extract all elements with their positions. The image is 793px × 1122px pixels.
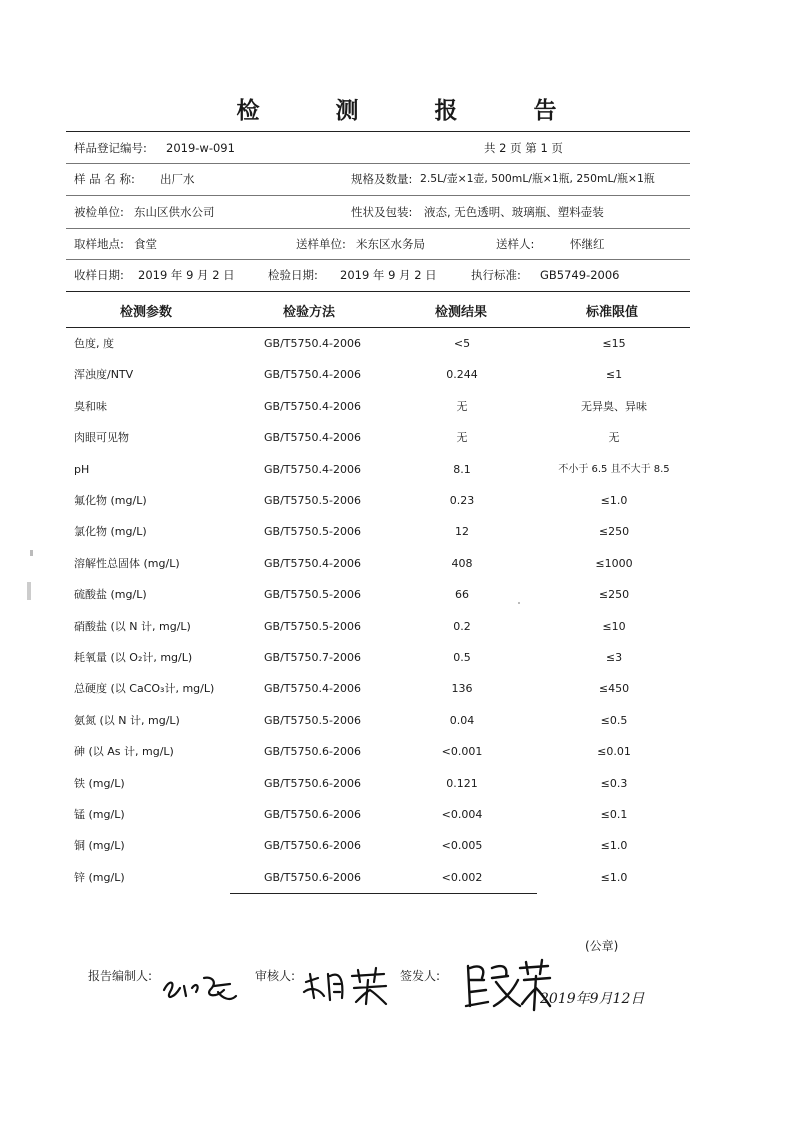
divider: [66, 131, 690, 132]
location-label: 取样地点:: [74, 237, 124, 251]
row-result: <5: [453, 337, 471, 350]
row-limit: ≤1000: [595, 556, 633, 570]
row-result: <0.001: [441, 745, 483, 759]
table-row: [0, 462, 793, 478]
reviewer-signature: [300, 962, 390, 1008]
row-limit: ≤1.0: [600, 870, 628, 884]
row-param: 氯化物 (mg/L): [74, 525, 147, 539]
table-row: [0, 650, 793, 666]
sample-name-label: 样 品 名 称:: [74, 172, 135, 186]
sender-value: 怀继红: [570, 237, 605, 251]
row-result: 无: [456, 431, 468, 445]
row-limit: ≤0.01: [597, 745, 631, 759]
row-method: GB/T5750.6-2006: [264, 776, 361, 790]
table-row: [0, 493, 793, 509]
sample-id-label: 样品登记编号:: [74, 141, 147, 155]
row-method: GB/T5750.4-2006: [264, 399, 361, 413]
row-limit: ≤1.0: [600, 839, 628, 853]
row-result: 0.244: [446, 368, 478, 382]
row-limit: ≤0.3: [600, 776, 628, 790]
inspected-unit-label: 被检单位:: [74, 205, 124, 219]
row-method: GB/T5750.4-2006: [264, 368, 361, 382]
table-row: [0, 430, 793, 446]
test-date-value: 2019 年 9 月 2 日: [340, 268, 437, 282]
row-method: GB/T5750.6-2006: [264, 839, 361, 853]
row-param: pH: [74, 462, 90, 476]
row-param: 总硬度 (以 CaCO₃计, mg/L): [74, 682, 215, 696]
table-row: [0, 838, 793, 854]
row-method: GB/T5750.5-2006: [264, 494, 361, 507]
row-limit: 无异臭、异味: [581, 399, 647, 413]
row-method: GB/T5750.4-2006: [264, 556, 361, 570]
spec-value: 2.5L/壶×1壶, 500mL/瓶×1瓶, 250mL/瓶×1瓶: [420, 172, 655, 185]
row-result: 0.121: [446, 776, 478, 790]
divider: [66, 291, 690, 292]
table-row: [0, 744, 793, 760]
row-method: GB/T5750.4-2006: [264, 431, 361, 445]
sender-unit-label: 送样单位:: [296, 237, 346, 251]
row-method: GB/T5750.7-2006: [264, 651, 361, 664]
row-param: 溶解性总固体 (mg/L): [74, 556, 180, 570]
row-method: GB/T5750.4-2006: [264, 337, 361, 350]
issuer-label: 签发人:: [400, 969, 441, 983]
table-row: [0, 681, 793, 697]
table-row: [0, 556, 793, 572]
header-result: 检测结果: [435, 305, 488, 320]
row-param: 耗氧量 (以 O₂计, mg/L): [74, 651, 193, 664]
row-limit: ≤1: [605, 368, 623, 382]
author-signature: [160, 968, 240, 1008]
table-row: [0, 587, 793, 603]
seal-label: (公章): [585, 939, 619, 953]
table-row: [0, 367, 793, 383]
row-result: 0.23: [449, 494, 475, 507]
row-param: 锌 (mg/L): [74, 870, 125, 884]
row-limit: ≤250: [598, 588, 630, 602]
row-param: 氨氮 (以 N 计, mg/L): [74, 713, 180, 727]
sender-unit-value: 米东区水务局: [356, 237, 425, 251]
received-date-value: 2019 年 9 月 2 日: [138, 268, 235, 282]
row-limit: 无: [608, 431, 620, 445]
row-param: 肉眼可见物: [74, 431, 129, 445]
row-limit: ≤250: [598, 525, 630, 539]
divider: [66, 195, 690, 196]
table-row: [0, 399, 793, 415]
row-param: 浑浊度/NTV: [74, 368, 134, 382]
row-result: 408: [451, 556, 473, 570]
row-param: 色度, 度: [74, 337, 114, 350]
page-info: 共 2 页 第 1 页: [484, 141, 563, 155]
row-result: 0.2: [453, 619, 471, 633]
scan-speck: [27, 582, 31, 600]
row-result: 8.1: [453, 462, 471, 476]
sample-id-value: 2019-w-091: [166, 141, 235, 155]
row-param: 臭和味: [74, 399, 107, 413]
table-row: [0, 524, 793, 540]
row-param: 锰 (mg/L): [74, 808, 125, 821]
scan-speck: [518, 602, 520, 604]
row-limit: ≤1.0: [600, 494, 628, 507]
report-title: 检 测 报 告: [236, 98, 591, 124]
row-result: 66: [455, 588, 469, 602]
row-result: <0.004: [441, 808, 483, 821]
row-method: GB/T5750.6-2006: [264, 870, 361, 884]
row-param: 硝酸盐 (以 N 计, mg/L): [74, 619, 191, 633]
test-date-label: 检验日期:: [268, 268, 318, 282]
standard-label: 执行标准:: [471, 268, 521, 282]
row-method: GB/T5750.4-2006: [264, 682, 361, 696]
spec-label: 规格及数量:: [351, 172, 413, 186]
row-result: 0.04: [449, 713, 475, 727]
issuer-signature: [462, 956, 552, 1014]
scan-speck: [30, 550, 33, 556]
row-limit: 不小于 6.5 且不大于 8.5: [558, 463, 670, 475]
row-param: 铜 (mg/L): [74, 839, 125, 853]
row-limit: ≤0.1: [600, 808, 628, 821]
row-method: GB/T5750.4-2006: [264, 462, 361, 476]
sender-label: 送样人:: [496, 237, 535, 251]
table-row: [0, 619, 793, 635]
divider: [66, 228, 690, 229]
row-limit: ≤3: [605, 651, 623, 664]
reviewer-label: 审核人:: [255, 969, 296, 983]
received-date-label: 收样日期:: [74, 268, 124, 282]
table-row: [0, 336, 793, 352]
table-row: [0, 776, 793, 792]
row-result: <0.005: [441, 839, 483, 853]
row-method: GB/T5750.5-2006: [264, 619, 361, 633]
row-method: GB/T5750.5-2006: [264, 525, 361, 539]
row-result: 12: [455, 525, 469, 539]
table-row: [0, 870, 793, 886]
table-row: [0, 807, 793, 823]
row-method: GB/T5750.5-2006: [264, 713, 361, 727]
row-result: 136: [451, 682, 473, 696]
table-end-line: [230, 893, 537, 894]
row-param: 砷 (以 As 计, mg/L): [74, 745, 174, 759]
header-limit: 标准限值: [586, 305, 639, 320]
row-limit: ≤10: [602, 619, 626, 633]
header-param: 检测参数: [120, 305, 173, 320]
row-limit: ≤15: [602, 337, 626, 350]
standard-value: GB5749-2006: [540, 268, 620, 282]
row-method: GB/T5750.5-2006: [264, 588, 361, 602]
properties-value: 液态, 无色透明、玻璃瓶、塑料壶装: [424, 205, 604, 219]
row-result: 0.5: [453, 651, 471, 664]
row-limit: ≤0.5: [600, 713, 628, 727]
row-method: GB/T5750.6-2006: [264, 808, 361, 821]
table-row: [0, 713, 793, 729]
row-result: <0.002: [441, 870, 483, 884]
row-result: 无: [456, 399, 468, 413]
author-label: 报告编制人:: [88, 969, 153, 983]
divider: [66, 163, 690, 164]
divider: [66, 259, 690, 260]
row-limit: ≤450: [598, 682, 630, 696]
sample-name-value: 出厂水: [160, 172, 195, 186]
inspected-unit-value: 东山区供水公司: [134, 205, 215, 219]
row-param: 氟化物 (mg/L): [74, 494, 147, 507]
row-param: 硫酸盐 (mg/L): [74, 588, 147, 602]
header-method: 检验方法: [283, 305, 336, 320]
location-value: 食堂: [134, 237, 157, 251]
issue-date: 2019年9月12日: [540, 991, 645, 1007]
row-param: 铁 (mg/L): [74, 776, 125, 790]
properties-label: 性状及包装:: [351, 205, 413, 219]
divider: [66, 327, 690, 328]
row-method: GB/T5750.6-2006: [264, 745, 361, 759]
